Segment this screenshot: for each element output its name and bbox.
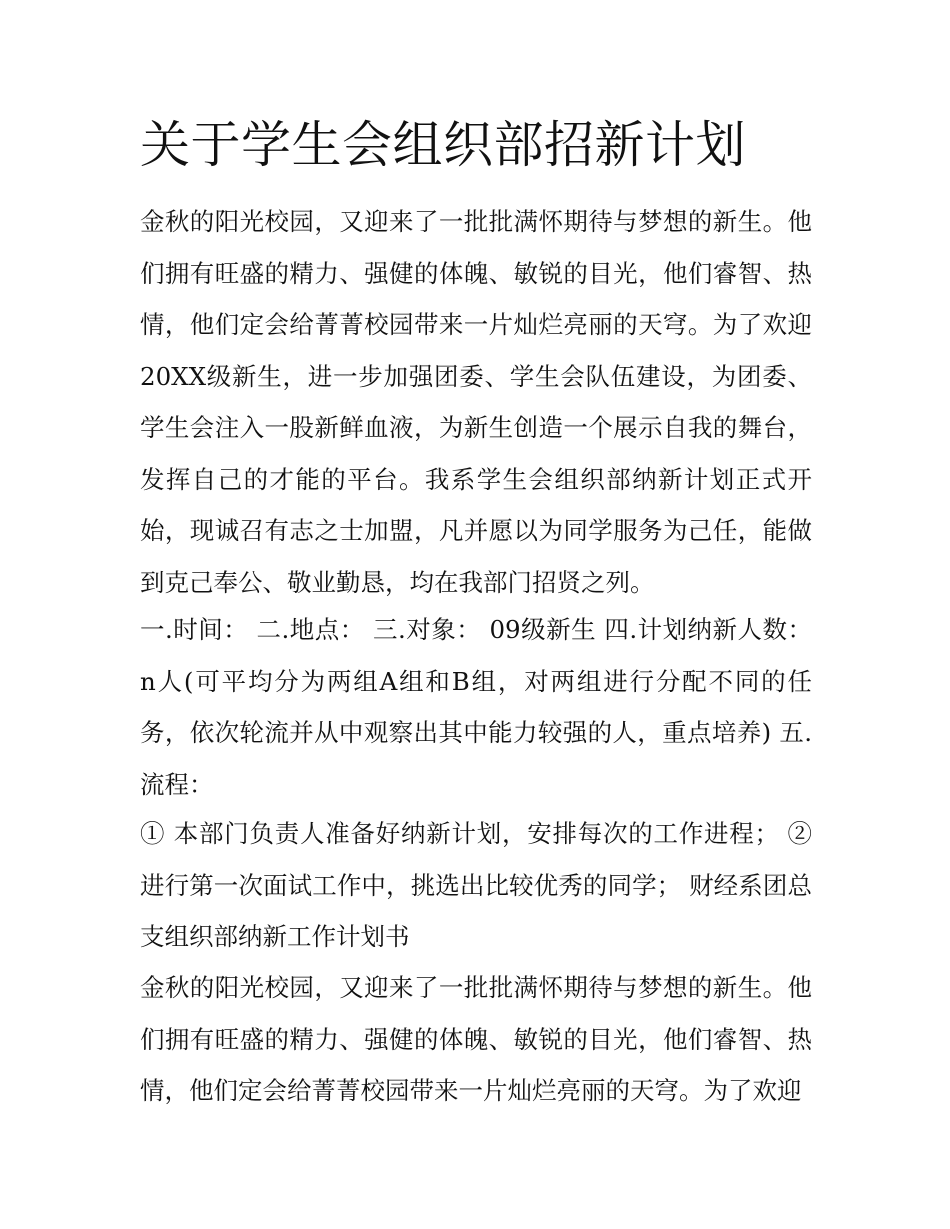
plan-details-paragraph: 一.时间： 二.地点： 三.对象： 09级新生 四.计划纳新人数：n人(可平均分为两组A组和B组，对两组进行分配不同的任务，依次轮流并从中观察出其中能力较强的人，重点培养) 五.流程： (140, 615, 812, 799)
document-title: 关于学生会组织部招新计划 (140, 116, 746, 174)
intro-paragraph: 金秋的阳光校园，又迎来了一批批满怀期待与梦想的新生。他们拥有旺盛的精力、强健的体魄、敏锐的目光，他们睿智、热情，他们定会给菁菁校园带来一片灿烂亮丽的天穹。为了欢迎20XX级新生，进一步加强团委、学生会队伍建设，为团委、学生会注入一股新鲜血液，为新生创造一个展示自我的舞台，发挥自己的才能的平台。我系学生会组织部纳新计划正式开始，现诚召有志之士加盟，凡并愿以为同学服务为己任，能做到克己奉公、敬业勤恳，均在我部门招贤之列。 (140, 207, 812, 597)
repeated-intro-paragraph: 金秋的阳光校园，又迎来了一批批满怀期待与梦想的新生。他们拥有旺盛的精力、强健的体魄、敏锐的目光，他们睿智、热情，他们定会给菁菁校园带来一片灿烂亮丽的天穹。为了欢迎 (140, 973, 812, 1105)
process-steps-paragraph: ① 本部门负责人准备好纳新计划，安排每次的工作进程； ② 进行第一次面试工作中，挑选出比较优秀的同学； 财经系团总支组织部纳新工作计划书 (140, 819, 812, 951)
